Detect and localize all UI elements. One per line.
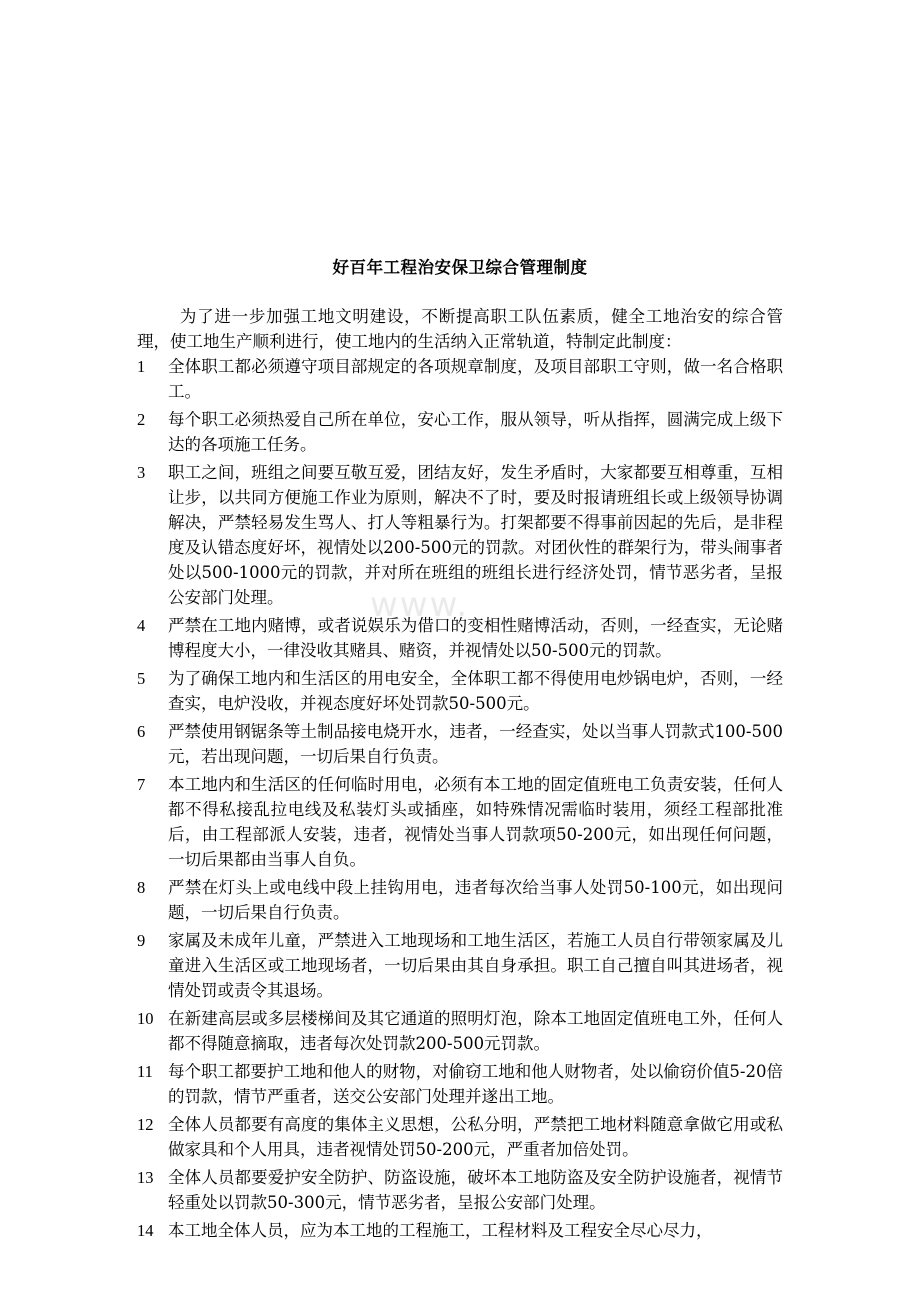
item-number: 8 [137, 878, 146, 897]
list-item [137, 719, 783, 769]
list-item [137, 1059, 783, 1109]
list-item [137, 407, 783, 457]
item-number: 3 [137, 463, 146, 482]
list-item [137, 1218, 783, 1243]
list-item [137, 460, 783, 610]
list-item [137, 354, 783, 404]
list-item [137, 1006, 783, 1056]
list-item [137, 875, 783, 925]
list-item [137, 666, 783, 716]
item-text: 严禁在灯头上或电线中段上挂钩用电，违者每次给当事人处罚50-100元，如出现问题，一切后果自行负责。 [168, 878, 783, 922]
item-text: 在新建高层或多层楼梯间及其它通道的照明灯泡，除本工地固定值班电工外，任何人都不得随意摘取，违者每次处罚款200-500元罚款。 [168, 1009, 783, 1053]
item-text: 全体人员都要爱护安全防护、防盗设施，破坏本工地防盗及安全防护设施者，视情节轻重处以罚款50-300元，情节恶劣者，呈报公安部门处理。 [168, 1168, 783, 1212]
item-text: 严禁使用钢锯条等土制品接电烧开水，违者，一经查实，处以当事人罚款式100-500元，若出现问题，一切后果自行负责。 [168, 722, 783, 766]
list-item [137, 1112, 783, 1162]
item-text: 本工地全体人员，应为本工地的工程施工，工程材料及工程安全尽心尽力， [168, 1221, 713, 1240]
item-number: 13 [137, 1168, 154, 1187]
item-number: 14 [137, 1221, 154, 1240]
item-number: 11 [137, 1062, 153, 1081]
list-item [137, 928, 783, 1003]
item-text: 职工之间，班组之间要互敬互爱，团结友好，发生矛盾时，大家都要互相尊重，互相让步，以共同方便施工作业为原则，解决不了时，要及时报请班组长或上级领导协调解决，严禁轻易发生骂人、打人等粗暴行为。打架都要不得事前因起的先后，是非程度及认错态度好坏，视情处以200-500元的罚款。对团伙性的群架行为，带头闹事者处以500-1000元的罚款，并对所在班组的班组长进行经济处罚，情节恶劣者，呈报公安部门处理。 [168, 463, 783, 607]
intro-paragraph: 为了进一步加强工地文明建设，不断提高职工队伍素质，健全工地治安的综合管理，使工地生产顺利进行，使工地内的生活纳入正常轨道，特制定此制度： [137, 307, 783, 351]
item-number: 6 [137, 722, 146, 741]
list-item [137, 613, 783, 663]
item-number: 7 [137, 775, 146, 794]
item-text: 家属及未成年儿童，严禁进入工地现场和工地生活区，若施工人员自行带领家属及儿童进入生活区或工地现场者，一切后果由其自身承担。职工自己擅自叫其进场者，视情处罚或责令其退场。 [168, 931, 783, 1000]
item-text: 严禁在工地内赌博，或者说娱乐为借口的变相性赌博活动，否则，一经查实，无论赌博程度大小，一律没收其赌具、赌资，并视情处以50-500元的罚款。 [168, 616, 783, 660]
item-number: 2 [137, 410, 146, 429]
item-text: 每个职工必须热爱自己所在单位，安心工作，服从领导，听从指挥，圆满完成上级下达的各项施工任务。 [168, 410, 783, 454]
item-text: 为了确保工地内和生活区的用电安全，全体职工都不得使用电炒锅电炉，否则，一经查实，电炉没收，并视态度好坏处罚款50-500元。 [168, 669, 783, 713]
item-text: 本工地内和生活区的任何临时用电，必须有本工地的固定值班电工负责安装，任何人都不得私接乱拉电线及私装灯头或插座，如特殊情况需临时装用，须经工程部批准后，由工程部派人安装，违者，视情处当事人罚款项50-200元，如出现任何问题，一切后果都由当事人自负。 [168, 775, 783, 869]
item-number: 1 [137, 357, 146, 376]
item-number: 10 [137, 1009, 154, 1028]
document-title: 好百年工程治安保卫综合管理制度 [332, 258, 588, 277]
item-number: 9 [137, 931, 146, 950]
list-item [137, 772, 783, 872]
item-text: 全体职工都必须遵守项目部规定的各项规章制度，及项目部职工守则，做一名合格职工。 [168, 357, 783, 401]
list-item [137, 1165, 783, 1215]
item-text: 全体人员都要有高度的集体主义思想，公私分明，严禁把工地材料随意拿做它用或私做家具和个人用具，违者视情处罚50-200元，严重者加倍处罚。 [168, 1115, 783, 1159]
item-number: 12 [137, 1115, 154, 1134]
item-number: 4 [137, 616, 146, 635]
rules-list [137, 354, 783, 1246]
item-text: 每个职工都要护工地和他人的财物，对偷窃工地和他人财物者，处以偷窃价值5-20倍的罚款，情节严重者，送交公安部门处理并遂出工地。 [168, 1062, 783, 1106]
item-number: 5 [137, 669, 146, 688]
watermark: www. [370, 585, 470, 625]
